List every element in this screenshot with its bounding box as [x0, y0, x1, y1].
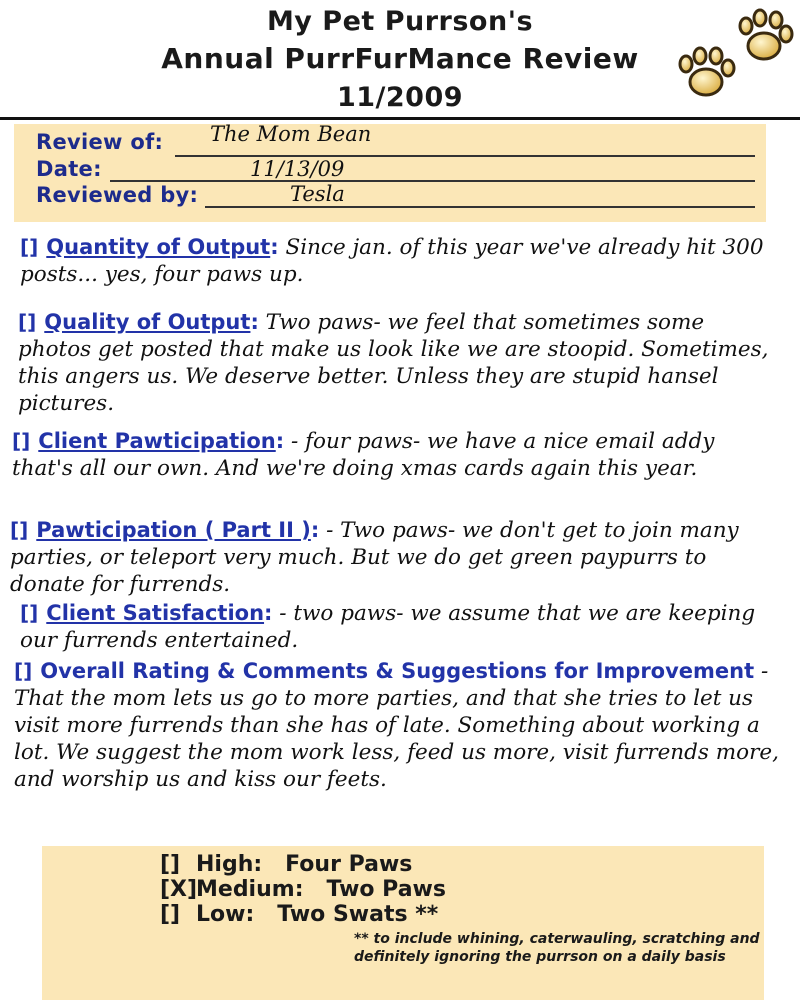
heading-quality: Quality of Output	[44, 310, 251, 334]
checkbox-client-satisfaction: []	[20, 601, 39, 625]
section-pawticipation-part-ii: [] Pawticipation ( Part II ): - Two paws- we don't get to join many parties, or teleport very much. But we do get green paypurrs to donate for furrends.	[10, 518, 739, 597]
heading-client-satisfaction: Client Satisfaction	[46, 601, 265, 625]
section-client-satisfaction: [] Client Satisfaction: - two paws- we assume that we are keeping our furrends entertained.	[20, 601, 756, 653]
comment-client-satisfaction: - two paws- we assume that we are keeping our furrends entertained.	[20, 601, 756, 653]
comment-pawticipation-part-ii: - Two paws- we don't get to join many parties, or teleport very much. But we do get green paypurrs to donate for furrends.	[10, 518, 739, 597]
checkbox-client-pawticipation: []	[12, 429, 31, 453]
rating-low-checkbox: []	[160, 902, 181, 927]
section-quality: [] Quality of Output: Two paws- we feel that sometimes some photos get posted that make us look like we are stoopid. Sometimes, this angers us. We deserve better. Unless they are stupid hansel pictures.	[18, 310, 769, 416]
section-overall-rating	[0, 658, 800, 793]
checkbox-overall-rating: []	[14, 659, 33, 683]
reviewed-by-line	[205, 206, 755, 208]
date-value: 11/13/09	[250, 157, 345, 181]
comment-overall-rating: - That the mom lets us go to more parties, and that she tries to let us visit more furrends than she has of late. Something about working a lot. We suggest the mom work less, feed us more, visit furrends more, and worship us and kiss our feets.	[14, 659, 779, 792]
rating-medium-value: Two Paws	[326, 877, 446, 902]
rating-high	[160, 852, 412, 877]
checkbox-quantity: []	[20, 235, 39, 259]
rating-high-label: High:	[196, 852, 263, 877]
checkbox-pawticipation-part-ii: []	[10, 518, 29, 542]
rating-medium	[160, 877, 446, 902]
rating-medium-label: Medium:	[196, 877, 304, 902]
heading-pawticipation-part-ii: Pawticipation ( Part II )	[36, 518, 311, 542]
paw-prints-icon	[668, 6, 798, 106]
section-quantity: [] Quantity of Output: Since jan. of this year we've already hit 300 posts... yes, four paws up.	[20, 235, 764, 287]
reviewed-by-value: Tesla	[290, 182, 345, 206]
checkbox-quality: []	[18, 310, 37, 334]
heading-client-pawticipation: Client Pawticipation	[38, 429, 276, 453]
title-line-2: Annual PurrFurMance Review	[161, 42, 639, 75]
rating-low-label: Low:	[196, 902, 255, 927]
date-line	[110, 180, 755, 182]
header-divider	[0, 117, 800, 120]
comment-client-pawticipation: - four paws- we have a nice email addy that's all our own. And we're doing xmas cards again this year.	[12, 429, 715, 481]
title-line-1: My Pet Purrson's	[266, 6, 534, 37]
heading-overall-rating: Overall Rating & Comments & Suggestions for Improvement	[40, 659, 755, 683]
review-of-value: The Mom Bean	[210, 122, 372, 146]
rating-low	[160, 902, 438, 927]
reviewed-by-label: Reviewed by:	[36, 183, 199, 207]
comment-quality: Two paws- we feel that sometimes some photos get posted that make us look like we are stoopid. Sometimes, this angers us. We deserve better. Unless they are stupid hansel pictures.	[18, 310, 769, 416]
rating-high-checkbox: []	[160, 852, 181, 877]
rating-medium-checkbox: [X]	[160, 877, 198, 902]
title-line-3: 11/2009	[336, 82, 464, 113]
rating-footnote: ** to include whining, caterwauling, scratching and definitely ignoring the purrson on a daily basis	[354, 931, 760, 965]
rating-low-value: Two Swats **	[277, 902, 439, 927]
heading-quantity: Quantity of Output	[46, 235, 271, 259]
date-label: Date:	[36, 157, 102, 181]
review-of-label: Review of:	[36, 130, 164, 154]
comment-quantity: Since jan. of this year we've already hit 300 posts... yes, four paws up.	[20, 235, 764, 287]
section-client-pawticipation: [] Client Pawticipation: - four paws- we have a nice email addy that's all our own. And we're doing xmas cards again this year.	[12, 429, 715, 481]
rating-high-value: Four Paws	[285, 852, 413, 877]
